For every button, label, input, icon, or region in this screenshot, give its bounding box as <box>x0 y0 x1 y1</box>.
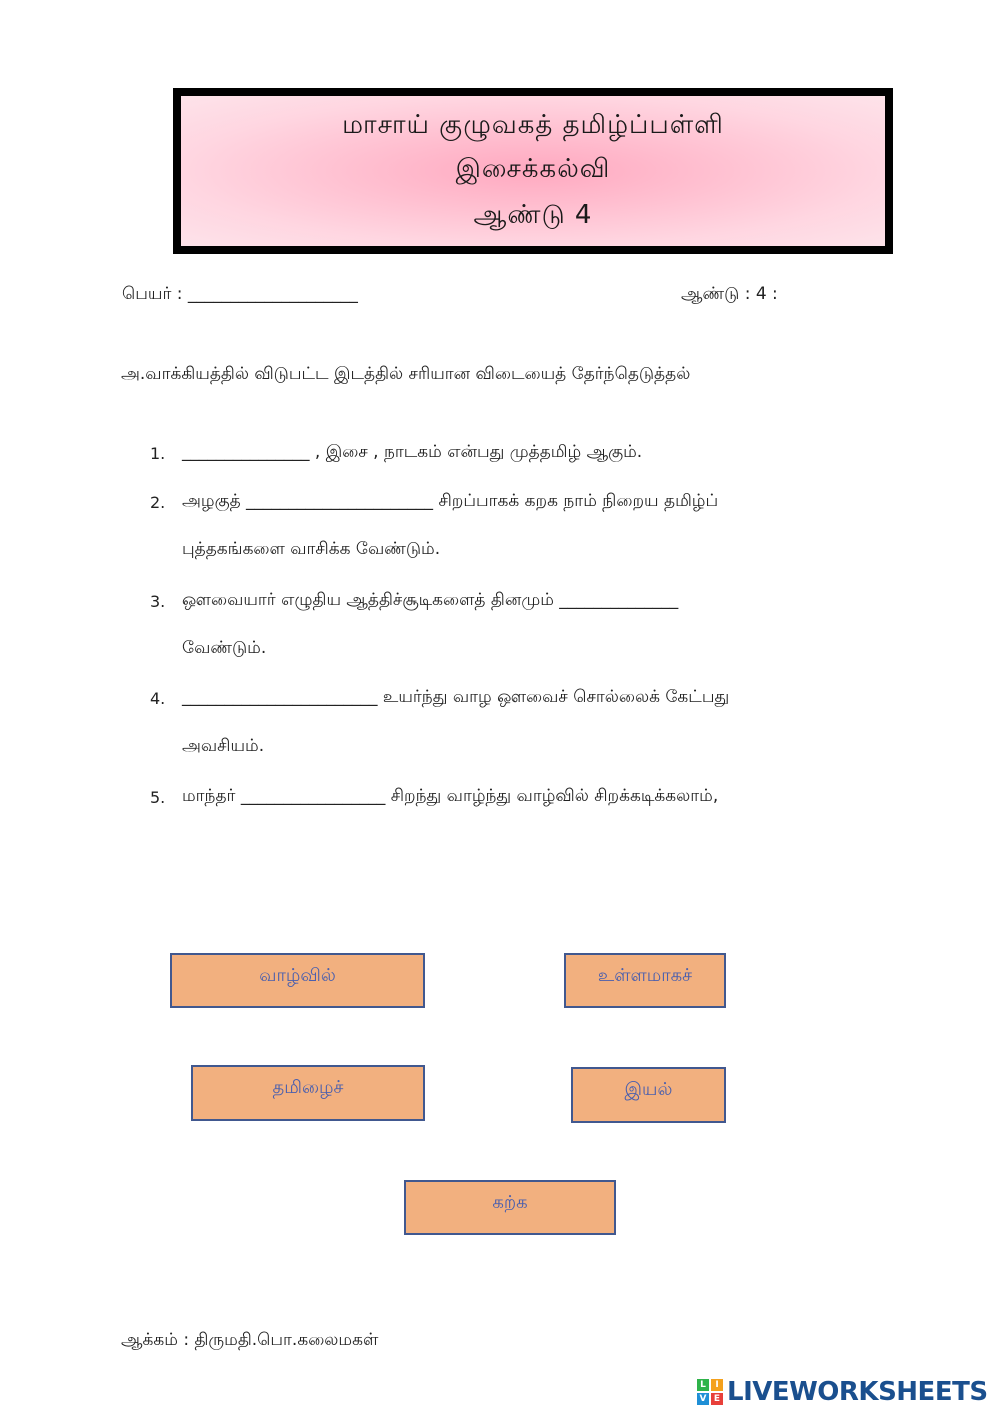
liveworksheets-logo-icon <box>697 1379 723 1405</box>
question-1-line-1: _______________ , இசை , நாடகம் என்பது முத்தமிழ் ஆகும். <box>182 442 643 462</box>
question-1-number: 1. <box>150 444 166 463</box>
student-year-field: ஆண்டு : 4 : <box>681 284 778 304</box>
question-3-line-2: வேண்டும். <box>182 638 267 658</box>
question-3-line-1: ஔவையார் எழுதிய ஆத்திச்சூடிகளைத் தினமும் ______________ <box>182 590 679 610</box>
instruction-text: அ.வாக்கியத்தில் விடுபட்ட இடத்தில் சரியான விடையைத் தேர்ந்தெடுத்தல் <box>121 364 691 384</box>
logo-letter-i: I <box>711 1379 723 1391</box>
logo-letter-l: L <box>697 1379 709 1391</box>
question-2-line-2: புத்தகங்களை வாசிக்க வேண்டும். <box>182 539 441 559</box>
grade-title: ஆண்டு 4 <box>473 200 593 230</box>
question-3-number: 3. <box>150 592 166 611</box>
option-vazhvil[interactable]: வாழ்வில் <box>170 953 425 1008</box>
question-2-line-1: அழகுத் ______________________ சிறப்பாகக் கறக நாம் நிறைய தமிழ்ப் <box>182 491 719 511</box>
question-4-line-1: _______________________ உயர்ந்து வாழ ஔவைச் சொல்லைக் கேட்பது <box>182 687 730 707</box>
option-karka[interactable]: கற்க <box>404 1180 616 1235</box>
question-2-number: 2. <box>150 493 166 512</box>
question-4-number: 4. <box>150 689 166 708</box>
student-name-field: பெயர் : ____________________ <box>122 284 358 304</box>
author-credit: ஆக்கம் : திருமதி.பொ.கலைமகள் <box>121 1330 379 1350</box>
liveworksheets-brand <box>697 1377 988 1407</box>
question-5-number: 5. <box>150 788 166 807</box>
option-iyal[interactable]: இயல் <box>571 1067 726 1123</box>
subject-title: இசைக்கல்வி <box>455 154 611 184</box>
school-name: மாசாய் குழுவகத் தமிழ்ப்பள்ளி <box>342 110 724 140</box>
brand-name: LIVEWORKSHEETS <box>727 1377 988 1407</box>
logo-letter-v: V <box>697 1393 709 1405</box>
option-tamizhaich[interactable]: தமிழைச் <box>191 1065 425 1121</box>
option-ullamagach[interactable]: உள்ளமாகச் <box>564 953 726 1008</box>
question-4-line-2: அவசியம். <box>182 736 265 756</box>
worksheet-header <box>173 88 893 254</box>
question-5-line-1: மாந்தர் _________________ சிறந்து வாழ்ந்து வாழ்வில் சிறக்கடிக்கலாம், <box>182 786 719 806</box>
logo-letter-e: E <box>711 1393 723 1405</box>
